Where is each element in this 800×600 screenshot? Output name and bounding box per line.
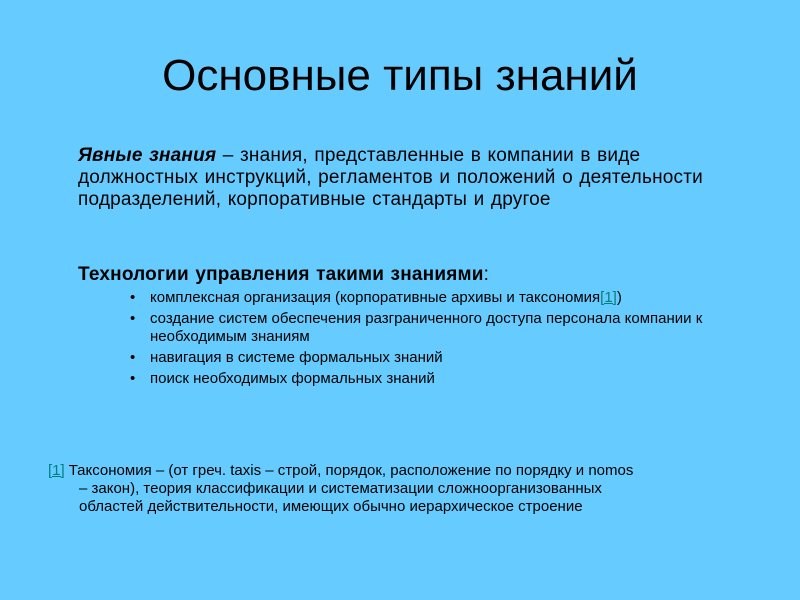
list-item — [130, 349, 730, 367]
slide-title: Основные типы знаний — [162, 51, 638, 100]
list-item-text: создание систем обеспечения разграниченного доступа персонала компании к необходимым знаниям — [150, 310, 703, 345]
bullet-icon: • — [130, 289, 136, 306]
list-item-text-end: ) — [616, 289, 622, 306]
technologies-heading — [78, 264, 738, 286]
list-item — [130, 310, 730, 346]
footnote-line-2: – закон), теория классификации и систематизации сложноорганизованных — [79, 480, 602, 497]
technologies-heading-text: Технологии управления такими знаниями — [78, 264, 484, 285]
footnote-text-1: Таксономия – (от греч. taxis – строй, порядок, расположение по порядку и nomos — [68, 462, 634, 479]
footnote-ref-anchor[interactable]: [1] — [48, 462, 65, 479]
list-item — [130, 289, 730, 307]
explicit-knowledge-term: Явные знания — [78, 145, 217, 166]
technologies-heading-colon: : — [483, 264, 490, 285]
footnote-line-3: областей действительности, имеющих обычно иерархическое строение — [79, 498, 583, 515]
list-item — [130, 370, 730, 388]
bullet-icon: • — [130, 370, 136, 387]
footnote-line-1 — [48, 462, 758, 480]
list-item-text: навигация в системе формальных знаний — [150, 349, 443, 366]
list-item-text: комплексная организация (корпоративные архивы и таксономия — [150, 289, 601, 306]
footnote — [48, 462, 758, 516]
technologies-list — [130, 289, 730, 391]
explicit-knowledge-paragraph — [78, 145, 738, 211]
footnote-ref-link[interactable]: [1] — [600, 289, 617, 306]
bullet-icon: • — [130, 310, 136, 327]
explicit-knowledge-definition: – знания, представленные в компании в виде должностных инструкций, регламентов и положений о деятельности подразделений, корпоративные стандарты и другое — [78, 145, 703, 210]
list-item-text: поиск необходимых формальных знаний — [150, 370, 435, 387]
bullet-icon: • — [130, 349, 136, 366]
